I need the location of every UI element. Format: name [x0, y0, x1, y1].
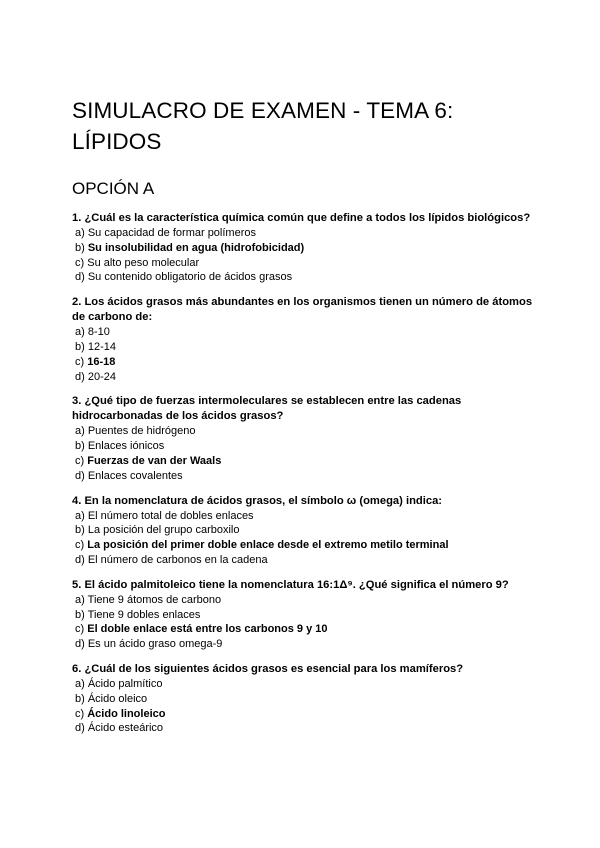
option-letter: c) [75, 355, 85, 368]
option-letter: c) [75, 454, 85, 467]
answer-option [72, 226, 540, 241]
question-6 [72, 662, 540, 736]
option-text: 20-24 [87, 370, 116, 383]
option-text: Su capacidad de formar polímeros [87, 227, 256, 239]
option-letter: d) [75, 638, 85, 651]
option-text: Ácido oleico [87, 692, 148, 705]
option-letter: b) [75, 440, 85, 453]
option-letter: d) [75, 553, 85, 566]
answer-option [72, 707, 540, 722]
answer-option [72, 721, 540, 736]
option-letter: b) [75, 608, 85, 621]
answer-option [72, 424, 540, 439]
answer-option [72, 593, 540, 608]
option-text: Tiene 9 átomos de carbono [87, 593, 222, 606]
option-letter: b) [75, 340, 85, 353]
question-list [72, 211, 540, 736]
question-4 [72, 494, 540, 568]
option-letter: d) [75, 469, 85, 482]
question-stem: 4. En la nomenclatura de ácidos grasos, el símbolo ω (omega) indica: [72, 494, 443, 507]
option-text-correct: Fuerzas de van der Waals [87, 454, 222, 467]
option-text: Ácido esteárico [87, 722, 164, 735]
question-stem: 1. ¿Cuál es la característica química común que define a todos los lípidos biológicos? [72, 212, 531, 224]
option-letter: a) [75, 593, 85, 606]
option-letter: d) [75, 370, 85, 383]
answer-option [72, 637, 540, 652]
option-text: 8-10 [87, 326, 110, 339]
answer-option [72, 355, 540, 370]
option-letter: a) [75, 425, 85, 438]
answer-option [72, 509, 540, 524]
option-text: Enlaces covalentes [87, 469, 183, 482]
option-letter: a) [75, 326, 85, 339]
answer-option [72, 523, 540, 538]
answer-option [72, 538, 540, 553]
title-line-1: SIMULACRO DE EXAMEN - TEMA 6: [72, 98, 454, 123]
option-letter: c) [75, 707, 85, 720]
answer-option [72, 241, 540, 256]
section-heading: OPCIÓN A [72, 179, 155, 198]
answer-option [72, 469, 540, 484]
option-letter: d) [75, 722, 85, 735]
option-text: Puentes de hidrógeno [87, 425, 196, 438]
option-letter: b) [75, 241, 85, 254]
answer-option [72, 340, 540, 355]
answer-option [72, 677, 540, 692]
answer-option [72, 270, 540, 285]
option-text: La posición del grupo carboxilo [87, 524, 240, 537]
option-letter: a) [75, 509, 85, 522]
option-letter: c) [75, 539, 85, 552]
answer-option [72, 608, 540, 623]
option-text-correct: Su insolubilidad en agua (hidrofobicidad) [87, 241, 305, 254]
question-5 [72, 578, 540, 652]
option-text-correct: La posición del primer doble enlace desde el extremo metilo terminal [87, 539, 449, 552]
option-text: El número de carbonos en la cadena [87, 553, 268, 566]
title-line-2: LÍPIDOS [72, 129, 162, 154]
answer-option [72, 370, 540, 385]
question-1 [72, 211, 540, 285]
option-text: 12-14 [87, 340, 116, 353]
option-text: Tiene 9 dobles enlaces [87, 608, 201, 621]
option-text: El número total de dobles enlaces [87, 509, 254, 522]
answer-option [72, 553, 540, 568]
question-3 [72, 394, 540, 483]
option-text-correct: El doble enlace está entre los carbonos 9 y 10 [87, 623, 328, 636]
option-text: Su contenido obligatorio de ácidos grasos [87, 271, 293, 284]
document-title [72, 95, 540, 157]
answer-option [72, 256, 540, 271]
option-letter: a) [75, 677, 85, 690]
option-text: Enlaces iónicos [87, 440, 165, 453]
option-text: Es un ácido graso omega-9 [87, 638, 223, 651]
option-letter: a) [75, 227, 85, 239]
option-letter: b) [75, 524, 85, 537]
answer-option [72, 692, 540, 707]
option-letter: b) [75, 692, 85, 705]
option-text: Su alto peso molecular [87, 256, 200, 269]
option-text: Ácido palmítico [87, 677, 163, 690]
answer-option [72, 454, 540, 469]
option-letter: c) [75, 623, 85, 636]
question-stem: 3. ¿Qué tipo de fuerzas intermoleculares se establecen entre las cadenas hidrocarbonadas de los ácidos grasos? [72, 395, 462, 423]
option-letter: d) [75, 271, 85, 284]
answer-option [72, 439, 540, 454]
question-stem: 6. ¿Cuál de los siguientes ácidos grasos es esencial para los mamíferos? [72, 662, 464, 675]
question-2 [72, 295, 540, 384]
answer-option [72, 325, 540, 340]
question-stem: 5. El ácido palmitoleico tiene la nomenclatura 16:1Δ⁹. ¿Qué significa el número 9? [72, 578, 509, 591]
question-stem: 2. Los ácidos grasos más abundantes en los organismos tienen un número de átomos de carbono de: [72, 296, 533, 324]
option-text-correct: Ácido linoleico [87, 707, 166, 720]
option-letter: c) [75, 256, 85, 269]
option-text-correct: 16-18 [87, 355, 116, 368]
answer-option [72, 622, 540, 637]
